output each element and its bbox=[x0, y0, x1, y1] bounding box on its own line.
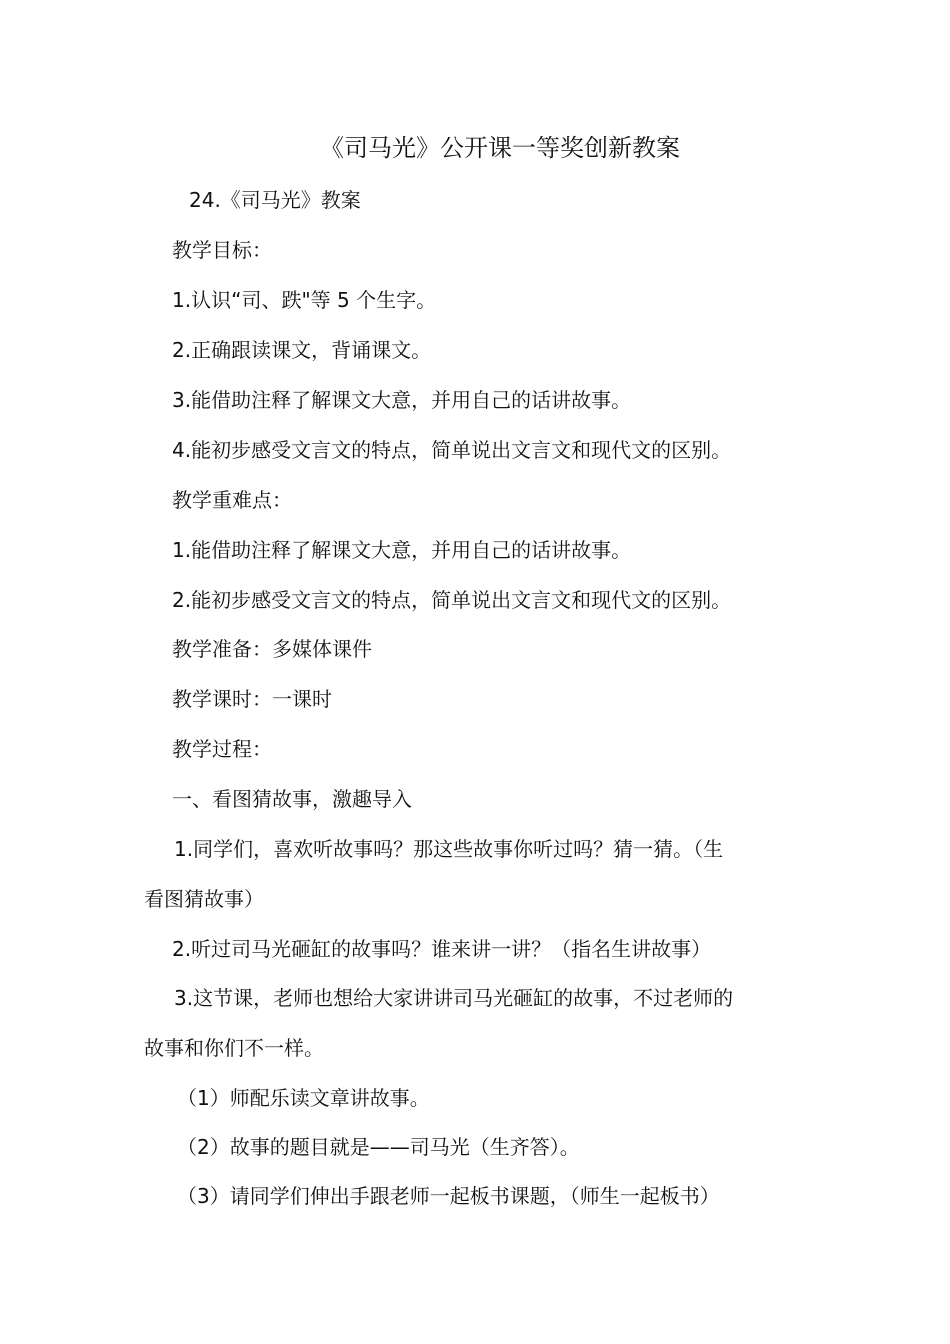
section-key-points-heading: 教学重难点： bbox=[172, 488, 292, 512]
section-process-heading: 教学过程： bbox=[172, 737, 272, 761]
key-point-item-1: 1.能借助注释了解课文大意，并用自己的话讲故事。 bbox=[172, 538, 632, 562]
step-item-1-line-2: 看图猜故事） bbox=[144, 887, 264, 911]
document-title: 《司马光》公开课一等奖创新教案 bbox=[320, 134, 680, 162]
section-objectives-heading: 教学目标： bbox=[172, 238, 272, 262]
step-item-2: 2.听过司马光砸缸的故事吗？谁来讲一讲？（指名生讲故事） bbox=[172, 937, 712, 961]
objective-item-1: 1.认识“司、跌"等 5 个生字。 bbox=[172, 288, 437, 312]
step-item-3-line-1: 3.这节课，老师也想给大家讲讲司马光砸缸的故事，不过老师的 bbox=[174, 986, 734, 1010]
sub-step-1: （1）师配乐读文章讲故事。 bbox=[177, 1086, 430, 1110]
objective-item-3: 3.能借助注释了解课文大意，并用自己的话讲故事。 bbox=[172, 388, 632, 412]
step-item-1-line-1: 1.同学们，喜欢听故事吗？那这些故事你听过吗？猜一猜。（生 bbox=[174, 837, 724, 861]
objective-item-2: 2.正确跟读课文，背诵课文。 bbox=[172, 338, 432, 362]
class-hours-line: 教学课时：一课时 bbox=[172, 687, 332, 711]
sub-step-3: （3）请同学们伸出手跟老师一起板书课题，（师生一起板书） bbox=[177, 1184, 720, 1208]
preparation-line: 教学准备：多媒体课件 bbox=[172, 637, 372, 661]
step-item-3-line-2: 故事和你们不一样。 bbox=[144, 1036, 324, 1060]
step-one-heading: 一、看图猜故事，激趣导入 bbox=[172, 787, 412, 811]
key-point-item-2: 2.能初步感受文言文的特点，简单说出文言文和现代文的区别。 bbox=[172, 588, 732, 612]
lesson-heading: 24.《司马光》教案 bbox=[189, 188, 361, 212]
sub-step-2: （2）故事的题目就是——司马光（生齐答）。 bbox=[177, 1135, 580, 1159]
objective-item-4: 4.能初步感受文言文的特点，简单说出文言文和现代文的区别。 bbox=[172, 438, 732, 462]
